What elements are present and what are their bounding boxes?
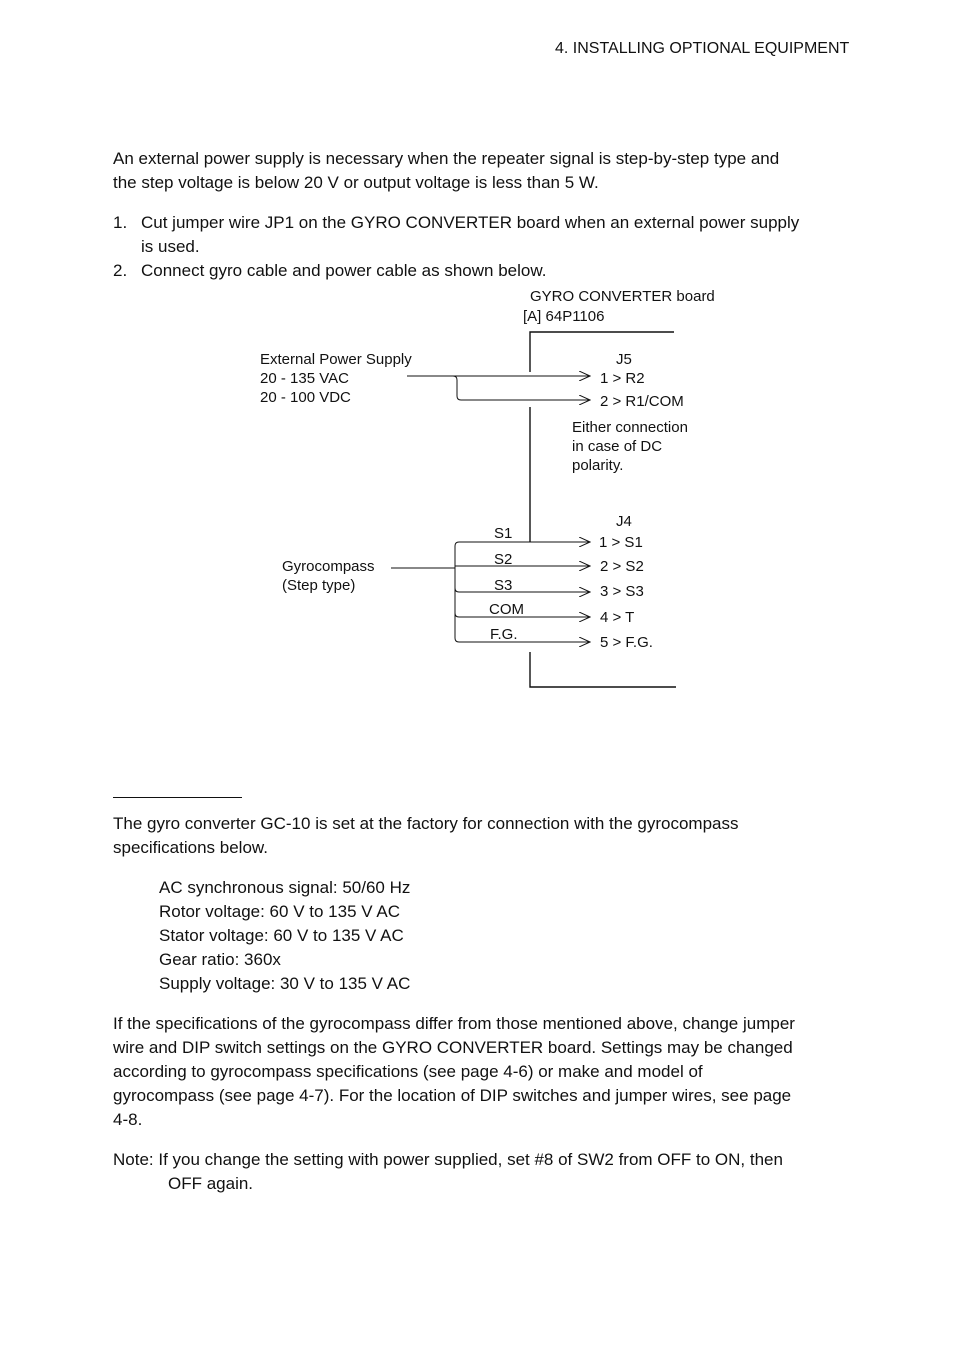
j4-pin-1: 1 > S1: [599, 534, 643, 551]
power-supply-vdc: 20 - 100 VDC: [260, 389, 351, 406]
spec-gear-ratio: Gear ratio: 360x: [159, 950, 281, 969]
section-divider: [113, 797, 242, 798]
power-supply-label: External Power Supply: [260, 351, 412, 368]
spec-rotor-voltage: Rotor voltage: 60 V to 135 V AC: [159, 902, 400, 921]
power-supply-vac: 20 - 135 VAC: [260, 370, 349, 387]
j4-pin-5: 5 > F.G.: [600, 634, 653, 651]
step-2-line-1: Connect gyro cable and power cable as shown below.: [141, 261, 547, 280]
spec-ac-signal: AC synchronous signal: 50/60 Hz: [159, 878, 411, 897]
gyrocompass-type: (Step type): [282, 577, 356, 594]
section2-intro-line-1: The gyro converter GC-10 is set at the factory for connection with the gyrocompass: [113, 814, 739, 833]
j4-pin-3: 3 > S3: [600, 583, 644, 600]
board-outline-bottom: [530, 652, 676, 687]
board-label: GYRO CONVERTER board: [530, 288, 715, 305]
wire-label-s1: S1: [494, 525, 513, 542]
spec-stator-voltage: Stator voltage: 60 V to 135 V AC: [159, 926, 404, 945]
para-line-2: wire and DIP switch settings on the GYRO CONVERTER board. Settings may be changed: [113, 1038, 793, 1057]
page-header: 4. INSTALLING OPTIONAL EQUIPMENT: [555, 40, 850, 57]
dc-note-line-2: in case of DC: [572, 438, 663, 455]
note-line-2: OFF again.: [168, 1174, 254, 1193]
gyrocompass-label: Gyrocompass: [282, 558, 375, 575]
gyro-wire-s3: [455, 588, 590, 592]
spec-supply-voltage: Supply voltage: 30 V to 135 V AC: [159, 974, 411, 993]
dc-note-line-1: Either connection: [572, 419, 688, 436]
intro-line-2: the step voltage is below 20 V or output voltage is less than 5 W.: [113, 173, 599, 192]
board-outline-top: [530, 332, 674, 372]
wire-label-s3: S3: [494, 577, 513, 594]
wire-label-s2: S2: [494, 551, 513, 568]
dc-note-line-3: polarity.: [572, 457, 624, 474]
step-1-line-2: is used.: [141, 237, 200, 256]
power-wire-2: [453, 376, 590, 400]
board-part-number: [A] 64P1106: [523, 308, 605, 325]
j5-pin-1: 1 > R2: [600, 370, 645, 387]
para-line-5: 4-8.: [113, 1110, 143, 1129]
j4-title: J4: [616, 513, 632, 530]
step-2-number: 2.: [113, 261, 128, 280]
gyro-wire-fg: [455, 638, 590, 642]
wire-label-fg: F.G.: [490, 626, 518, 643]
intro-line-1: An external power supply is necessary when the repeater signal is step-by-step type and: [113, 149, 780, 168]
gyro-wire-s1: [455, 542, 590, 546]
j5-pin-2: 2 > R1/COM: [600, 393, 684, 410]
para-line-4: gyrocompass (see page 4-7). For the location of DIP switches and jumper wires, see page: [113, 1086, 792, 1105]
j5-title: J5: [616, 351, 632, 368]
step-1-line-1: Cut jumper wire JP1 on the GYRO CONVERTER board when an external power supply: [141, 213, 800, 232]
note-line-1: Note: If you change the setting with power supplied, set #8 of SW2 from OFF to ON, then: [113, 1150, 783, 1169]
section2-intro-line-2: specifications below.: [113, 838, 268, 857]
para-line-1: If the specifications of the gyrocompass differ from those mentioned above, change jumper: [113, 1014, 795, 1033]
wire-label-com: COM: [489, 601, 524, 618]
step-1-number: 1.: [113, 213, 128, 232]
j4-pin-4: 4 > T: [600, 609, 635, 626]
j4-pin-2: 2 > S2: [600, 558, 644, 575]
para-line-3: according to gyrocompass specifications (see page 4-6) or make and model of: [113, 1062, 703, 1081]
